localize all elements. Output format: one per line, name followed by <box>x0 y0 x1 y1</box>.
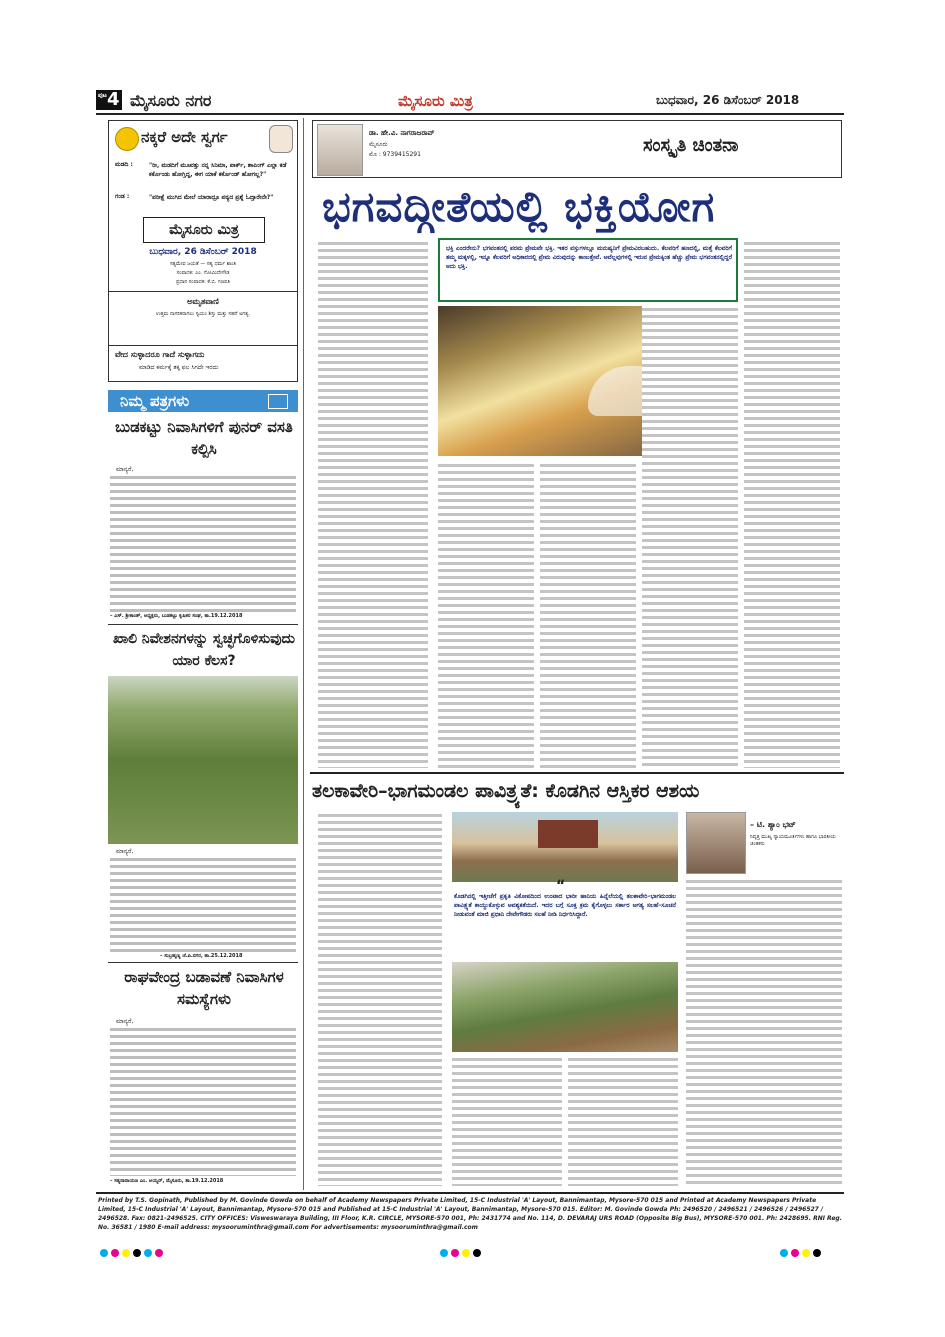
article2-author-photo <box>686 812 746 874</box>
article1-column-4 <box>642 306 738 768</box>
article1-pullquote-text: ಭಕ್ತಿ ಎಂದರೇನು? ಭಗವಂತನಲ್ಲಿ ಪರಮ ಪ್ರೇಮವೇ ಭಕ್ತಿ. ಇತರ ವಸ್ತುಗಳಲ್ಲೂ ಮನುಷ್ಯನಿಗೆ ಪ್ರೇಮವಿರಬಹುದು. ಕೆಲವರಿಗೆ ಹಣದಲ್ಲಿ, ಮತ್ತೆ ಕೆಲವರಿಗೆ ತಮ್ಮ ಮಕ್ಕಳಲ್ಲಿ, ಇನ್ನೂ ಕೆಲವರಿಗೆ ಅಧಿಕಾರದಲ್ಲಿ ಪ್ರೇಮ ವಿರುವುದನ್ನು ಕಾಣುತ್ತೇವೆ. ಅವೆಲ್ಲವುಗಳಲ್ಲಿ ಇರುವ ಪ್ರೇಮಕ್ಕಿಂತ ಹೆಚ್ಚು ಪ್ರೇಮ ಭಗವಂತನಲ್ಲಿದ್ದರೆ ಅದು ಭಕ್ತಿ. <box>446 245 732 270</box>
mini-line-3: ಪ್ರಧಾನ ಸಂಪಾದಕ: ಕೆ.ಬಿ. ಗಣಪತಿ <box>175 279 231 285</box>
letter3-body <box>110 1026 296 1176</box>
quote-title: ವೇದ ಸುಳ್ಳಾದರೂ ಗಾದೆ ಸುಳ್ಳಾಗದು <box>115 350 205 359</box>
joke-husband-label: ಗಂಡ : <box>115 193 130 200</box>
author-phone: ಮೊ : 9739415291 <box>369 151 421 158</box>
article1-column-5 <box>744 240 840 768</box>
article2-column-4 <box>686 878 842 1186</box>
article1-column-1 <box>318 240 428 768</box>
section-name: ಮೈಸೂರು ನಗರ <box>130 91 212 110</box>
cyan-swatch-3 <box>440 1249 448 1257</box>
magenta-swatch-2 <box>155 1249 163 1257</box>
author-name: ಡಾ. ಹೇ.ವಿ. ನಾಗರಾಜರಾವ್ <box>369 129 435 137</box>
black-swatch <box>133 1249 141 1257</box>
letter2-body <box>110 856 296 952</box>
temple-photo <box>452 812 678 882</box>
column-divider <box>303 118 304 1190</box>
registration-marks-center <box>440 1242 484 1261</box>
letter1-body <box>110 474 296 612</box>
header-rule <box>96 113 844 115</box>
page-header <box>96 90 844 112</box>
mini-date: ಬುಧವಾರ, 26 ಡಿಸೆಂಬರ್ 2018 <box>149 247 257 257</box>
joke-husband-text: "ಪರೀಕ್ಷೆ ಮುಗಿದ ಮೇಲೆ ಯಾರಾದ್ರೂ ಪಠ್ಯದ ಪ್ರಶ್ನೆ ಓದ್ತಾರೇನೇ?" <box>149 194 274 201</box>
article2-pullquote-text: ಕೊಡಗಿನಲ್ಲಿ ಇತ್ತೀಚೆಗೆ ಪ್ರಕೃತಿ ವಿಕೋಪದಿಂದ ಉಂಟಾದ ಭಾರೀ ಹಾನಿಯ ಹಿನ್ನೆಲೆಯಲ್ಲಿ ತಲಕಾವೇರಿ–ಭಾಗಮಂಡಲ ಪಾವಿತ್ರ್ಯತೆ ಕಾಯ್ದುಕೊಳ್ಳುವ ಅವಶ್ಯಕತೆಯಿದೆ. ಇದರ ಬಗ್ಗೆ ಸೂಕ್ತ ಕ್ರಮ ಕೈಗೊಳ್ಳಲು ಸರ್ಕಾರ ಅಗತ್ಯ ಸಲಹೆ–ಸೂಚನೆ ನೀಡುವಂತೆ ಮಾಜಿ ಪ್ರಧಾನಿ ದೇವೇಗೌಡರು ಸಲಹೆ ನೀಡಿ ನಿರ್ಧರಿಸಿದ್ದಾರೆ. <box>454 893 676 918</box>
landslide-photo <box>452 962 678 1052</box>
amrut-box <box>109 291 297 342</box>
letter2-title: ಖಾಲಿ ನಿವೇಶನಗಳನ್ನು ಸ್ವಚ್ಛಗೊಳಿಸುವುದು ಯಾರ ಕೆಲಸ? <box>113 631 295 669</box>
header-date: ಬುಧವಾರ, 26 ಡಿಸೆಂಬರ್ 2018 <box>656 93 800 107</box>
article2-column-1 <box>318 812 442 1186</box>
left-info-box <box>108 120 298 382</box>
yellow-swatch <box>122 1249 130 1257</box>
letter1-title: ಬುಡಕಟ್ಟು ನಿವಾಸಿಗಳಿಗೆ ಪುನರ್ ವಸತಿ ಕಲ್ಪಿಸಿ <box>115 418 293 458</box>
quote-text: ಮಾಡಿದ ಕರ್ಮಕ್ಕೆ ತಕ್ಕ ಫಲ ಸಿಗದೇ ಇರದು <box>139 364 219 371</box>
joke-title: ನಕ್ಕರೆ ಅದೇ ಸ್ವರ್ಗ <box>141 128 228 146</box>
envelope-icon <box>268 394 288 409</box>
magenta-swatch-4 <box>791 1249 799 1257</box>
letter1-signature: – ಎಸ್. ಶ್ರೀಕಾಂತ್, ಅಧ್ಯಕ್ಷರು, ಬುಡಕಟ್ಟು ಕೃಷಿಕರ ಸಂಘ, ತಾ.19.12.2018 <box>110 613 243 619</box>
article1-column-3 <box>540 462 636 768</box>
mini-masthead <box>143 217 265 243</box>
cyan-swatch-2 <box>144 1249 152 1257</box>
letter2-salutation: ಮಾನ್ಯರೆ, <box>116 848 134 855</box>
mini-masthead-logo: ಮೈಸೂರು ಮಿತ್ರ <box>169 222 239 238</box>
black-swatch-3 <box>813 1249 821 1257</box>
yellow-swatch-3 <box>802 1249 810 1257</box>
article2-column-2 <box>452 1056 562 1186</box>
author-city: ಮೈಸೂರು <box>369 141 388 148</box>
author-photo <box>317 124 363 176</box>
page-number: 4 <box>107 89 120 110</box>
letter1-salutation: ಮಾನ್ಯರೆ, <box>116 466 134 473</box>
laughing-face-icon <box>115 127 139 151</box>
magenta-swatch <box>111 1249 119 1257</box>
yellow-swatch-2 <box>462 1249 470 1257</box>
quote-mark-icon: “ <box>556 878 566 894</box>
registration-marks-left <box>100 1242 166 1261</box>
amrut-title: ಅಮೃತವಾಣಿ <box>187 297 219 306</box>
letters-banner-title: ನಿಮ್ಮ ಪತ್ರಗಳು <box>120 392 190 410</box>
masthead: ಮೈಸೂರು ಮಿತ್ರ <box>398 92 473 110</box>
letter3-salutation: ಮಾನ್ಯರೆ, <box>116 1018 134 1025</box>
letter3-signature: – ಸತ್ಯನಾರಾಯಣ ಎಂ. ಅಯ್ಯರ್, ಮೈಸೂರು, ತಾ.19.12.2018 <box>110 1178 224 1184</box>
letter-divider-1 <box>108 624 298 625</box>
footer-rule <box>96 1192 844 1194</box>
mini-line-1: ಸತ್ಯಮೇವ ಜಯತೆ — ಸತ್ಯ ಧರ್ಮ ಶಾಂತಿ <box>169 261 237 267</box>
temple-roof-shape <box>538 820 598 848</box>
column-title: ಸಂಸ್ಕೃತಿ ಚಿಂತನಾ <box>643 135 739 156</box>
article2-author: – ಟಿ. ಶ್ಯಾಂ ಭಟ್ <box>750 820 796 829</box>
article2-author-note: ನಿವೃತ್ತ ಮುಖ್ಯ ನ್ಯಾಯಮೂರ್ತಿಗಳು ಹಾಗೂ ಭಾರತೀಯ ಚಿಂತಕರು <box>750 834 836 847</box>
article2-column-3 <box>568 1056 678 1186</box>
quote-box <box>109 345 297 382</box>
article2-headline: ತಲಕಾವೇರಿ–ಭಾಗಮಂಡಲ ಪಾವಿತ್ರ್ಯತೆ: ಕೊಡಗಿನ ಆಸ್ತಿಕರ ಆಶಯ <box>312 780 700 802</box>
letter3-title: ರಾಘವೇಂದ್ರ ಬಡಾವಣೆ ನಿವಾಸಿಗಳ ಸಮಸ್ಯೆಗಳು <box>124 968 284 1008</box>
article2-pullquote <box>452 878 678 958</box>
cartoon-icon <box>269 125 293 153</box>
mini-line-2: ಸಂಪಾದಕ: ಎಂ. ಗೋವಿಂದೇಗೌಡ <box>176 270 230 276</box>
article1-pullquote <box>438 238 738 302</box>
article1-headline: ಭಗವದ್ಗೀತೆಯಲ್ಲಿ ಭಕ್ತಿಯೋಗ <box>322 182 716 231</box>
black-swatch-2 <box>473 1249 481 1257</box>
joke-wife-label: ಮಡದಿ : <box>115 161 133 168</box>
cyan-swatch-4 <box>780 1249 788 1257</box>
registration-marks-right <box>780 1242 824 1261</box>
joke-wife-text: "ರೀ, ಮಡದಿಗೆ ಮೂವತ್ತು ನನ್ನ ಸಿನಿಮಾ, ಪಾರ್ಕ್, ಶಾಪಿಂಗ್ ಎಲ್ಲಾ ಕಡೆ ಕರ್ಕೊಂಡು ಹೋಗ್ತಿದ್ದ, ಈಗ ಯಾಕೆ ಕರ್ಕೊಂಡ್ ಹೋಗಲ್ಲ?" <box>149 162 287 178</box>
letter-divider-2 <box>108 962 298 963</box>
vacant-site-photo <box>108 676 298 844</box>
letters-banner <box>108 390 298 412</box>
magenta-swatch-3 <box>451 1249 459 1257</box>
cyan-swatch <box>100 1249 108 1257</box>
letter2-signature: – ಸುಬ್ರಹ್ಮಣ್ಯ ಜೆ.ಪಿ.ನಗರ, ತಾ.25.12.2018 <box>160 953 243 959</box>
article1-column-2 <box>438 462 534 768</box>
article1-byline-box <box>312 120 842 178</box>
page-badge <box>96 90 122 110</box>
amrut-text: ಉತ್ತಮ ನಾಗರಿಕರಾಗಲು ಸ್ವಯಂ ಶಿಸ್ತು ಮತ್ತು ಸಹನೆ ಅಗತ್ಯ. <box>155 311 251 317</box>
page-label: ಪುಟ <box>98 92 107 99</box>
footer-imprint: Printed by T.S. Gopinath, Published by M. Govinde Gowda on behalf of Academy Newspapers Private Limited, 15-C Industrial 'A' Layout, Bannimantap, Mysore-570 015 and Printed at Academy Newspapers Private Limited, 15-C Industrial 'A' Layout, Bannimantap, Mysore-570 015 and Published at 15-C Industrial 'A' Layout, Bannimantap, Mysore-570 015. Editor: M. Govinde Gowda Ph: 2496520 / 2496521 / 2496526 / 2496527 / 2496528. Fax: 0821-2496525. CITY OFFICES: Visweswaraya Building, III Floor, K.R. CIRCLE, MYSORE-570 001, Ph: 2431774 and No. 114, D. DEVARAJ URS ROAD (Opposite Big Bus), MYSORE-570 001. Ph: 2428695. RNI Reg. No. 36581 / 1980 E-mail address: mysooruminthra@gmail.com For advertisements: mysooruminthra@gmail.com <box>98 1197 842 1231</box>
article-divider <box>310 772 844 774</box>
